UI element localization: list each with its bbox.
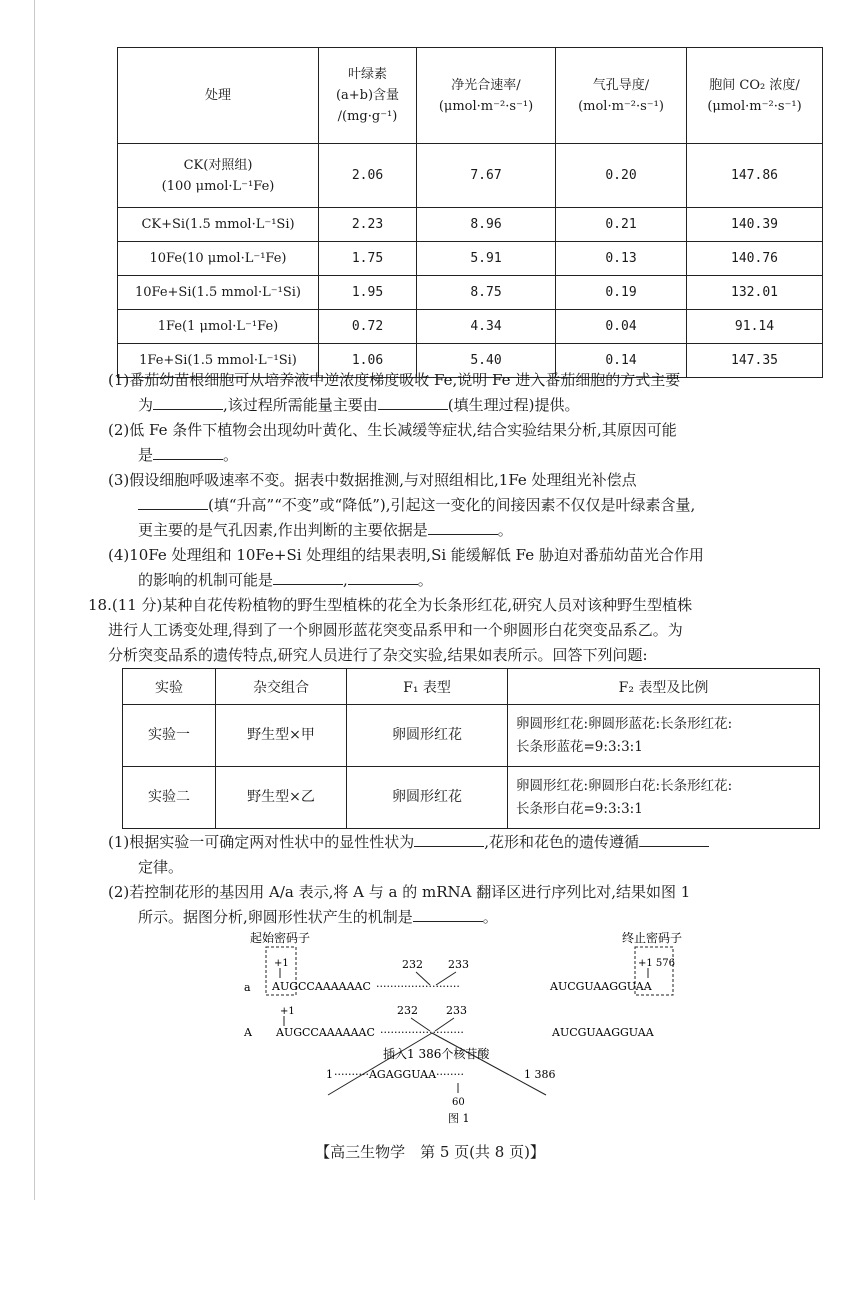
table-cross-experiments xyxy=(122,668,820,829)
a-pos-232: 232 xyxy=(402,958,423,971)
answer-blank[interactable] xyxy=(639,831,709,847)
start-codon-label: 起始密码子 xyxy=(250,931,311,945)
q17-part3-line3: 更主要的是气孔因素,作出判断的主要依据是 。 xyxy=(138,521,513,539)
allele-a-label: a xyxy=(244,981,251,994)
insert-label: 插入1 386个核苷酸 xyxy=(383,1047,490,1061)
header-cross: 杂交组合 xyxy=(216,669,347,705)
header-stomatal-conductance: 气孔导度/ (mol·m⁻²·s⁻¹) xyxy=(556,48,687,144)
table-row xyxy=(118,310,823,344)
cell-cross: 野生型×乙 xyxy=(216,767,347,829)
q18-part2 xyxy=(108,880,828,930)
cell-net-photosynthesis: 7.67 xyxy=(417,144,556,208)
table-row xyxy=(123,767,820,829)
header-net-photosynthesis: 净光合速率/ (μmol·m⁻²·s⁻¹) xyxy=(417,48,556,144)
row-treatment: 1Fe+Si(1.5 mmol·L⁻¹Si) xyxy=(118,344,319,378)
answer-blank[interactable] xyxy=(348,569,418,585)
cell-stomatal-conductance: 0.20 xyxy=(556,144,687,208)
pos-60: 60 xyxy=(452,1097,465,1108)
q18-stem-line2: 进行人工诱变处理,得到了一个卵圆形蓝花突变品系甲和一个卵圆形白花突变品系乙。为 xyxy=(108,621,683,639)
answer-blank[interactable] xyxy=(273,569,343,585)
header-f1: F₁ 表型 xyxy=(347,669,508,705)
cell-f2: 卵圆形红花:卵圆形白花:长条形红花: 长条形白花=9:3:3:1 xyxy=(508,767,820,829)
q17-part4-line2: 的影响的机制可能是 , 。 xyxy=(138,571,433,589)
q17-part3-line1: (3)假设细胞呼吸速率不变。据表中数据推测,与对照组相比,1Fe 处理组光补偿点 xyxy=(108,471,637,489)
cell-experiment: 实验二 xyxy=(123,767,216,829)
q17-part3 xyxy=(108,468,828,543)
cell-stomatal-conductance: 0.04 xyxy=(556,310,687,344)
A-seq-right: AUCGUAAGGUAA xyxy=(552,1026,654,1039)
answer-blank[interactable] xyxy=(153,444,223,460)
a-seq-left: AUGCCAAAAAAC xyxy=(272,980,371,993)
insert-end: 1 386 xyxy=(524,1068,556,1081)
q17-part2-line1: (2)低 Fe 条件下植物会出现幼叶黄化、生长减缓等症状,结合实验结果分析,其原因可能 xyxy=(108,421,677,439)
q18-part2-line1: (2)若控制花形的基因用 A/a 表示,将 A 与 a 的 mRNA 翻译区进行序列比对,结果如图 1 xyxy=(108,883,691,901)
cell-cross: 野生型×甲 xyxy=(216,705,347,767)
figure-1-sequence-alignment xyxy=(230,928,700,1128)
cell-chlorophyll: 1.75 xyxy=(319,242,417,276)
q17-part3-line2: (填“升高”“不变”或“降低”),引起这一变化的间接因素不仅仅是叶绿素含量, xyxy=(108,493,828,518)
plus1-label: +1 xyxy=(280,1006,295,1017)
cell-stomatal-conductance: 0.13 xyxy=(556,242,687,276)
answer-blank[interactable] xyxy=(138,494,208,510)
q17-part4-line1: (4)10Fe 处理组和 10Fe+Si 处理组的结果表明,Si 能缓解低 Fe 胁迫对番茄幼苗光合作用 xyxy=(108,546,704,564)
answer-blank[interactable] xyxy=(378,394,448,410)
cell-net-photosynthesis: 5.40 xyxy=(417,344,556,378)
header-f2: F₂ 表型及比例 xyxy=(508,669,820,705)
q18-stem-line3: 分析突变品系的遗传特点,研究人员进行了杂交实验,结果如表所示。回答下列问题: xyxy=(108,646,648,664)
q18-part1-line2: 定律。 xyxy=(138,858,184,876)
header-experiment: 实验 xyxy=(123,669,216,705)
cell-intercellular-co2: 91.14 xyxy=(687,310,823,344)
insert-seq: ··········AGAGGUAA········ xyxy=(334,1068,465,1081)
stop-codon-label: 终止密码子 xyxy=(622,931,683,945)
table-row xyxy=(118,242,823,276)
insert-fan-right xyxy=(432,1033,546,1095)
a-pos-233: 233 xyxy=(448,958,469,971)
cell-net-photosynthesis: 8.96 xyxy=(417,208,556,242)
row-treatment: 10Fe+Si(1.5 mmol·L⁻¹Si) xyxy=(118,276,319,310)
cell-stomatal-conductance: 0.21 xyxy=(556,208,687,242)
insert-start: 1 xyxy=(326,1068,333,1081)
answer-blank[interactable] xyxy=(428,519,498,535)
cell-chlorophyll: 0.72 xyxy=(319,310,417,344)
q17-part1-line2: 为 ,该过程所需能量主要由 (填生理过程)提供。 xyxy=(138,396,580,414)
q17-part1 xyxy=(108,368,828,418)
table-fe-si-photosynthesis xyxy=(117,47,823,378)
cell-chlorophyll: 1.95 xyxy=(319,276,417,310)
cell-intercellular-co2: 132.01 xyxy=(687,276,823,310)
cell-chlorophyll: 2.06 xyxy=(319,144,417,208)
answer-blank[interactable] xyxy=(153,394,223,410)
table-header-row xyxy=(123,669,820,705)
allele-A-label: A xyxy=(244,1026,252,1039)
margin-line xyxy=(34,0,35,1200)
row-treatment: CK(对照组) (100 μmol·L⁻¹Fe) xyxy=(118,144,319,208)
cell-net-photosynthesis: 5.91 xyxy=(417,242,556,276)
cell-net-photosynthesis: 8.75 xyxy=(417,276,556,310)
insert-fan-left xyxy=(328,1033,432,1095)
row-treatment: CK+Si(1.5 mmol·L⁻¹Si) xyxy=(118,208,319,242)
A-pos-232: 232 xyxy=(397,1004,418,1017)
cell-intercellular-co2: 147.35 xyxy=(687,344,823,378)
figure-caption: 图 1 xyxy=(448,1112,470,1125)
a-seq-dots: ························ xyxy=(376,980,460,993)
answer-blank[interactable] xyxy=(414,831,484,847)
cell-chlorophyll: 1.06 xyxy=(319,344,417,378)
plus1-label: +1 xyxy=(274,958,289,969)
cell-experiment: 实验一 xyxy=(123,705,216,767)
q18-stem-line1: 18.(11 分)某种自花传粉植物的野生型植株的花全为长条形红花,研究人员对该种野生型植株 xyxy=(88,596,693,614)
cell-intercellular-co2: 140.76 xyxy=(687,242,823,276)
row-treatment: 10Fe(10 μmol·L⁻¹Fe) xyxy=(118,242,319,276)
header-intercellular-co2: 胞间 CO₂ 浓度/ (μmol·m⁻²·s⁻¹) xyxy=(687,48,823,144)
cell-chlorophyll: 2.23 xyxy=(319,208,417,242)
q18-stem xyxy=(88,593,833,668)
table-header-row xyxy=(118,48,823,144)
q17-part2 xyxy=(108,418,828,468)
q18-part1 xyxy=(108,830,828,880)
q17-part1-line1: (1)番茄幼苗根细胞可从培养液中逆浓度梯度吸收 Fe,说明 Fe 进入番茄细胞的方式主要 xyxy=(108,371,681,389)
table-row xyxy=(123,705,820,767)
A-seq-left: AUGCCAAAAAAC xyxy=(276,1026,375,1039)
A-pos-233: 233 xyxy=(446,1004,467,1017)
table-row xyxy=(118,208,823,242)
row-treatment: 1Fe(1 μmol·L⁻¹Fe) xyxy=(118,310,319,344)
cell-f2: 卵圆形红花:卵圆形蓝花:长条形红花: 长条形蓝花=9:3:3:1 xyxy=(508,705,820,767)
q17-part2-line2: 是 。 xyxy=(138,446,239,464)
cell-stomatal-conductance: 0.19 xyxy=(556,276,687,310)
header-chlorophyll: 叶绿素 (a+b)含量 /(mg·g⁻¹) xyxy=(319,48,417,144)
q18-part1-line1: (1)根据实验一可确定两对性状中的显性性状为 ,花形和花色的遗传遵循 xyxy=(108,833,709,851)
q17-part4 xyxy=(108,543,828,593)
plus1576-label: +1 576 xyxy=(638,958,676,969)
cell-f1: 卵圆形红花 xyxy=(347,705,508,767)
cell-intercellular-co2: 147.86 xyxy=(687,144,823,208)
cell-net-photosynthesis: 4.34 xyxy=(417,310,556,344)
header-treatment: 处理 xyxy=(118,48,319,144)
A-seq-dots: ························ xyxy=(380,1026,464,1039)
table-row xyxy=(118,276,823,310)
cell-intercellular-co2: 140.39 xyxy=(687,208,823,242)
q18-part2-line2: 所示。据图分析,卵圆形性状产生的机制是 。 xyxy=(138,908,498,926)
a-seq-right: AUCGUAAGGUAA xyxy=(550,980,652,993)
cell-stomatal-conductance: 0.14 xyxy=(556,344,687,378)
page-footer: 【高三生物学 第 5 页(共 8 页)】 xyxy=(315,1143,545,1161)
cell-f1: 卵圆形红花 xyxy=(347,767,508,829)
table-row xyxy=(118,144,823,208)
answer-blank[interactable] xyxy=(413,906,483,922)
